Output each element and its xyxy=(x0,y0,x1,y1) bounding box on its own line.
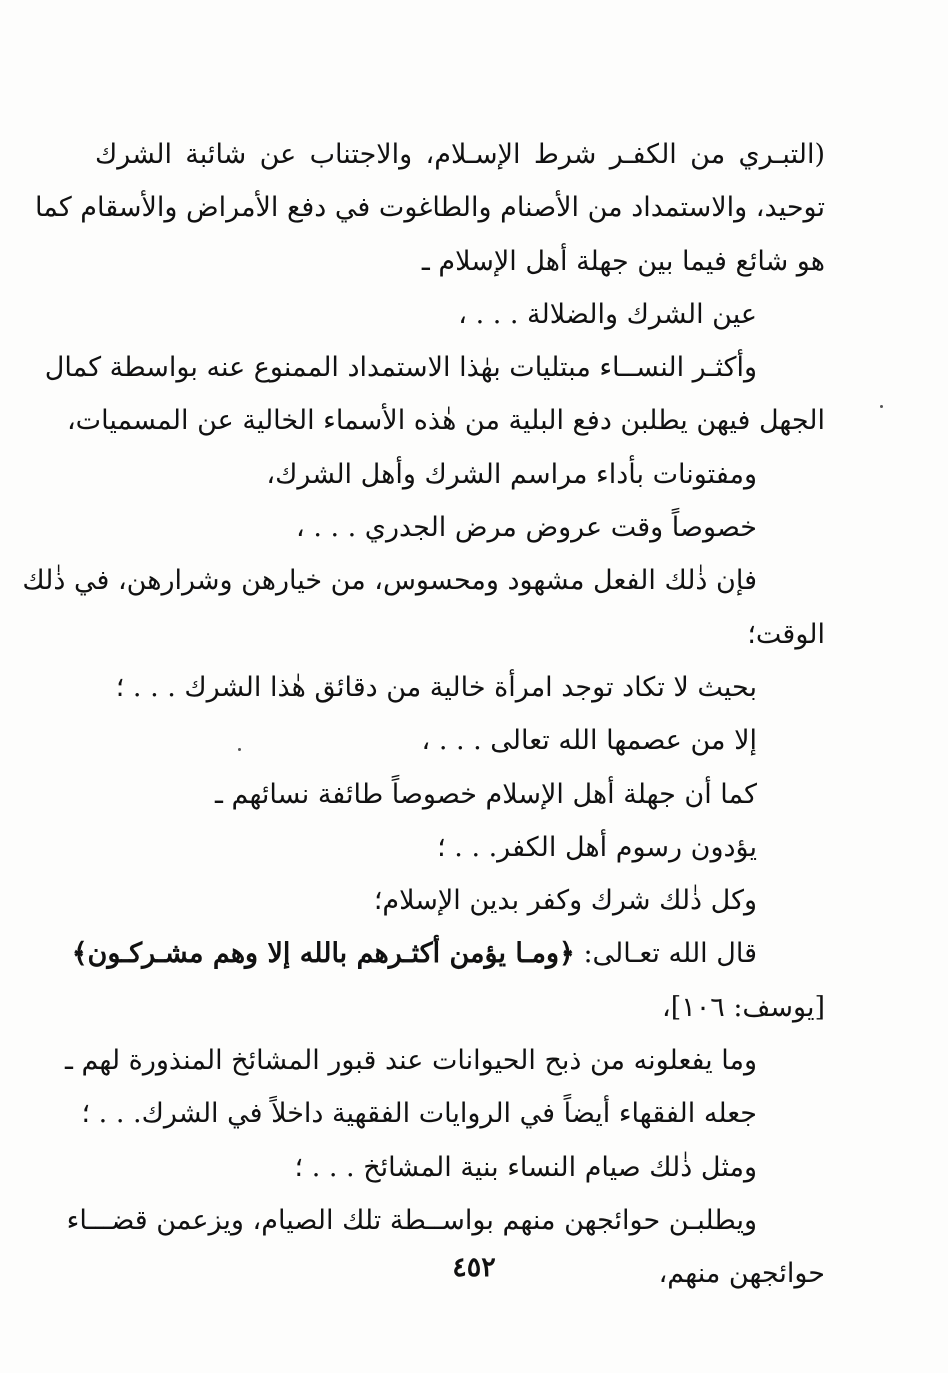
verse-reference: [يوسف: ١٠٦]، xyxy=(661,991,825,1023)
text-line: (التبـري من الكفـر شرط الإسـلام، والاجتناب عن شائبة الشرك xyxy=(95,139,825,170)
text-line: توحيد، والاستمداد من الأصنام والطاغوت في دفع الأمراض والأسقام كما xyxy=(35,192,825,224)
scan-speck xyxy=(238,748,241,751)
text-line: وكل ذٰلك شرك وكفر بدين الإسلام؛ xyxy=(373,885,757,917)
text-line: ومثل ذٰلك صيام النساء بنية المشائخ . . . ؛ xyxy=(294,1151,757,1183)
quran-verse: ﴿ومـا يؤمن أكثـرهم بالله إلا وهم مشـركـون﴾ xyxy=(71,938,575,970)
verse-intro: قال الله تعـالى: xyxy=(583,938,757,970)
text-line: عين الشرك والضلالة . . . ، xyxy=(458,298,757,330)
text-line: يؤدون رسوم أهل الكفر. . . ؛ xyxy=(437,831,757,863)
text-line: الوقت؛ xyxy=(747,618,825,650)
text-line: بحيث لا تكاد توجد امرأة خالية من دقائق هٰذا الشرك . . . ؛ xyxy=(115,671,757,703)
text-line: ويطلبـن حوائجهن منهم بواســطة تلك الصيام، ويزعمن قضـــاء xyxy=(66,1204,757,1236)
text-line: فإن ذٰلك الفعل مشهود ومحسوس، من خيارهن وشرارهن، في ذٰلك xyxy=(22,565,757,597)
text-line: وأكثـر النســاء مبتليات بهٰذا الاستمداد الممنوع عنه بواسطة كمال xyxy=(44,352,757,384)
text-line: وما يفعلونه من ذبح الحيوانات عند قبور المشائخ المنذورة لهم ـ xyxy=(64,1045,757,1077)
quran-verse-line xyxy=(71,927,825,980)
text-line: جعله الفقهاء أيضاً في الروايات الفقهية داخلاً في الشرك. . . ؛ xyxy=(81,1098,757,1130)
body-text xyxy=(22,128,825,1301)
page-number: ٤٥٢ xyxy=(452,1252,496,1283)
text-line: إلا من عصمها الله تعالى . . . ، xyxy=(421,725,757,757)
text-line: خصوصاً وقت عروض مرض الجدري . . . ، xyxy=(296,512,757,544)
scan-speck xyxy=(880,405,883,408)
text-line: هو شائع فيما بين جهلة أهل الإسلام ـ xyxy=(421,245,825,277)
text-line: ومفتونات بأداء مراسم الشرك وأهل الشرك، xyxy=(266,458,757,490)
text-line: حوائجهن منهم، xyxy=(658,1258,825,1290)
text-line: الجهل فيهن يطلبن دفع البلية من هٰذه الأسماء الخالية عن المسميات، xyxy=(66,405,825,437)
text-line: كما أن جهلة أهل الإسلام خصوصاً طائفة نسائهم ـ xyxy=(214,778,757,810)
